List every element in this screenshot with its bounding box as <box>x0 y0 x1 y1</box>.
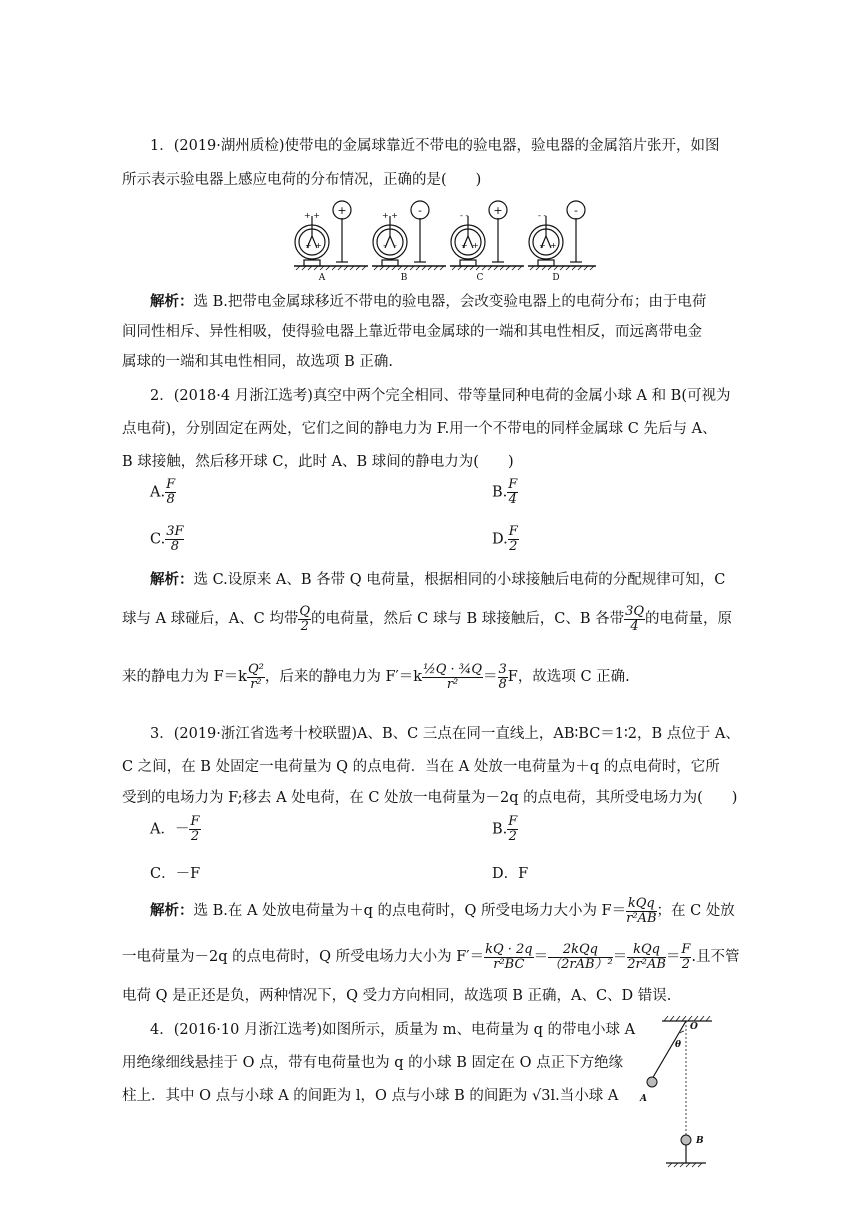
fig-label-c: C <box>476 273 484 282</box>
q2-line1: 2．(2018·4 月浙江选考)真空中两个完全相同、带等量同种电荷的金属小球 A 和 B(可视为 <box>150 388 731 404</box>
svg-text:- -: - - <box>538 211 547 220</box>
label-a: A <box>640 1094 647 1104</box>
q2-solution-line1: 解析：选 C.设原来 A、B 各带 Q 电荷量，根据相同的小球接触后电荷的分配规律可知，C <box>150 571 726 588</box>
q1-solution-line1 <box>150 292 706 312</box>
q2-line3: B 球接触，然后移开球 C，此时 A、B 球间的静电力为( ) <box>122 454 514 470</box>
electroscope-figure <box>290 196 600 282</box>
q1-solution-line3: 属球的一端和其电性相同，故选项 B 正确. <box>122 354 393 370</box>
svg-text:+: + <box>472 241 479 250</box>
q2-option-b: B. $\frac{F}{4}$ <box>492 477 518 507</box>
fig-label-d: D <box>552 273 560 282</box>
q4-line3: 柱上．其中 O 点与小球 A 的间距为 l，O 点与小球 B 的间距为 √3l.当小球 A <box>122 1088 619 1104</box>
label-o: O <box>690 1022 698 1032</box>
q2-option-a: A. $\frac{F}{8}$ <box>150 477 176 507</box>
q3-option-a: A．－ $\frac{F}{2}$ <box>150 814 200 844</box>
q3-solution-line2: 一电荷量为－2q 的点电荷时，Q 所受电场力大小为 F′＝ $\frac{kQ \cdot 2q}{\text{r²BC}}$ ＝ $\frac{\text{2kQq}}{\text{（2rAB）²}}$ ＝ $\frac{\text{kQq}}{\text{2r²AB}}$ ＝ $\frac{F}{2}$ .且不管 <box>122 941 740 972</box>
q3-line3: 受到的电场力为 F;移去 A 处电荷，在 C 处放一电荷量为－2q 的点电荷，其所受电场力为( ) <box>122 790 738 806</box>
q3-line1: 3．(2019·浙江省选考十校联盟)A、B、C 三点在同一直线上，AB∶BC＝1∶2，B 点位于 A、 <box>150 726 740 742</box>
fig-sign-d: - <box>574 204 578 217</box>
fig-sign-a: + <box>337 204 347 217</box>
svg-text:+: + <box>539 241 546 250</box>
q1-line2: 所示表示验电器上感应电荷的分布情况，正确的是( ) <box>122 172 482 188</box>
fig-label-b: B <box>400 273 408 282</box>
solution-label: 解析： <box>150 293 194 310</box>
q2-option-c: C. $\frac{3F}{8}$ <box>150 524 184 554</box>
fig-label-a: A <box>318 273 326 282</box>
q3-line2: C 之间，在 B 处固定一电荷量为 Q 的点电荷．当在 A 处放一电荷量为＋q 的点电荷时，它所 <box>122 759 720 775</box>
fig-sign-c: + <box>493 204 503 217</box>
svg-text:+: + <box>461 241 468 250</box>
svg-text:+: + <box>305 241 312 250</box>
svg-text:+ +: + + <box>304 211 320 220</box>
svg-text:+: + <box>550 241 557 250</box>
q2-solution-line2: 球与 A 球碰后，A、C 均带 $\frac{Q}{2}$ 的电荷量，然后 C 球与 B 球接触后，C、B 各带 $\frac{3Q}{4}$ 的电荷量，原 <box>122 603 733 634</box>
svg-text:- -: - - <box>460 211 469 220</box>
label-theta: θ <box>675 1040 682 1050</box>
q4-line2: 用绝缘细线悬挂于 O 点，带有电荷量也为 q 的小球 B 固定在 O 点正下方绝缘 <box>122 1055 624 1071</box>
q1-line1: 1．(2019·湖州质检)使带电的金属球靠近不带电的验电器，验电器的金属箔片张开，如图 <box>150 138 720 154</box>
svg-text:-: - <box>383 241 386 250</box>
q3-solution-line3: 电荷 Q 是正还是负，两种情况下，Q 受力方向相同，故选项 B 正确，A、C、D 错误. <box>122 988 672 1004</box>
fig-sign-b: - <box>418 204 422 217</box>
q2-solution-line3: 来的静电力为 F＝k $\frac{\text{Q²}}{\text{r²}}$ ，后来的静电力为 F′＝k $\frac{\text{½Q · ¾Q}}{\text{r²}}$ ＝ $\frac{3}{8}$ F，故选项 C 正确. <box>122 661 630 692</box>
label-b: B <box>696 1136 704 1146</box>
q3-option-c: C．－F <box>150 866 201 882</box>
q3-solution-line1: 解析：选 B.在 A 处放电荷量为＋q 的点电荷时，Q 所受电场力大小为 F＝ $\frac{\text{kQq}}{\text{r²AB}}$ ；在 C 处放 <box>150 895 735 926</box>
svg-text:+: + <box>315 241 322 250</box>
q3-option-b: B. $\frac{F}{2}$ <box>492 814 518 844</box>
q2-option-d: D. $\frac{F}{2}$ <box>492 524 518 554</box>
pendulum-figure <box>638 1015 720 1173</box>
q3-option-d: D．F <box>492 866 529 882</box>
q2-line2: 点电荷)，分别固定在两处，它们之间的静电力为 F.用一个不带电的同样金属球 C 先后与 A、 <box>122 421 717 437</box>
svg-text:+ +: + + <box>382 211 398 220</box>
svg-text:-: - <box>394 241 397 250</box>
q1-sol1-text: 选 B.把带电金属球移近不带电的验电器，会改变验电器上的电荷分布；由于电荷 <box>193 294 707 310</box>
q1-solution-line2: 间同性相斥、异性相吸，使得验电器上靠近带电金属球的一端和其电性相反，而远离带电金 <box>122 324 702 340</box>
q4-line1: 4．(2016·10 月浙江选考)如图所示，质量为 m、电荷量为 q 的带电小球 A <box>150 1022 636 1038</box>
